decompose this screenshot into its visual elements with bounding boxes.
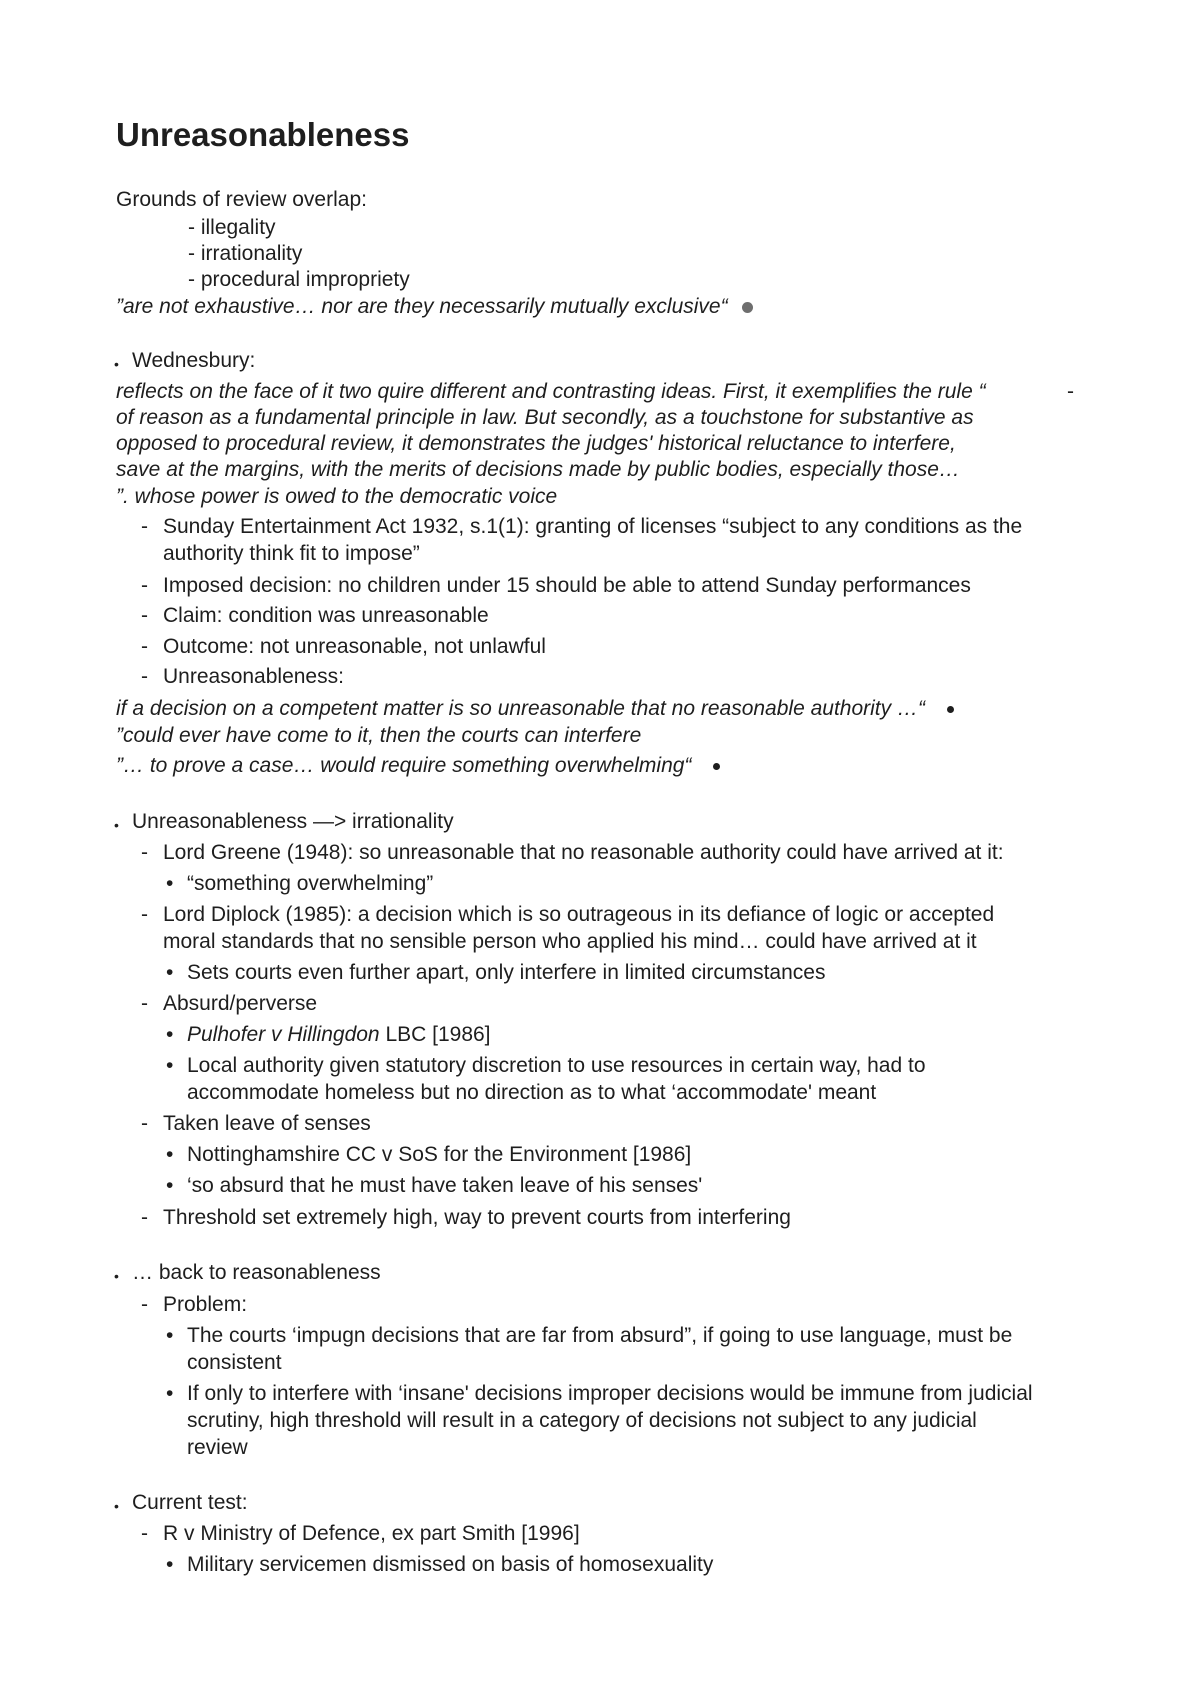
list-item: Problem: (163, 1293, 248, 1316)
bullet-icon: • (114, 817, 119, 833)
comment-marker-icon (713, 763, 720, 770)
list-item: Lord Greene (1948): so unreasonable that no reasonable authority could have arrived at it: (163, 841, 1004, 864)
bullet-icon: • (166, 1174, 174, 1197)
dash-icon: - (141, 635, 148, 658)
list-item: moral standards that no sensible person who applied his mind… could have arrived at it (163, 930, 977, 953)
list-item: R v Ministry of Defence, ex part Smith [1996] (163, 1522, 580, 1545)
bullet-icon: • (166, 1054, 174, 1077)
wednesbury-heading: Wednesbury: (132, 349, 256, 372)
dash-icon: - (141, 1293, 148, 1316)
quote-line: ”. whose power is owed to the democratic voice (116, 485, 558, 508)
list-item: Lord Diplock (1985): a decision which is so outrageous in its defiance of logic or accepted (163, 903, 995, 926)
test-line: ”could ever have come to it, then the courts can interfere (116, 724, 642, 747)
bullet-icon: • (114, 356, 119, 372)
bullet-icon: • (166, 872, 174, 895)
list-item: Unreasonableness: (163, 665, 344, 688)
grounds-heading: Grounds of review overlap: (116, 188, 367, 211)
bullet-icon: • (114, 1268, 119, 1284)
comment-marker-icon (947, 706, 954, 713)
dash-icon: - (141, 1522, 148, 1545)
bullet-icon: • (166, 1382, 174, 1405)
dash-icon: - (141, 903, 148, 926)
dash-icon: - (141, 992, 148, 1015)
comment-marker-icon (742, 302, 753, 313)
dash-icon: - (141, 574, 148, 597)
dash-icon: - (141, 1112, 148, 1135)
ground-item: - illegality (188, 216, 276, 239)
list-item: Outcome: not unreasonable, not unlawful (163, 635, 546, 658)
list-item: authority think fit to impose” (163, 542, 420, 565)
sub-item: Local authority given statutory discretion to use resources in certain way, had to (187, 1054, 926, 1077)
sub-item: review (187, 1436, 248, 1459)
bullet-icon: • (114, 1498, 119, 1514)
irrationality-heading: Unreasonableness —> irrationality (132, 810, 454, 833)
list-item: Threshold set extremely high, way to prevent courts from interfering (163, 1206, 791, 1229)
bullet-icon: • (166, 1553, 174, 1576)
bullet-icon: • (166, 1324, 174, 1347)
dash-icon: - (141, 841, 148, 864)
sub-item: The courts ‘impugn decisions that are far from absurd”, if going to use language, must be (187, 1324, 1013, 1347)
quote-line: reflects on the face of it two quire different and contrasting ideas. First, it exemplifies the rule “ (116, 380, 986, 403)
sub-item: scrutiny, high threshold will result in a category of decisions not subject to any judicial (187, 1409, 977, 1432)
quote-line: of reason as a fundamental principle in law. But secondly, as a touchstone for substantive as (116, 406, 974, 429)
test-line: ”… to prove a case… would require something overwhelming“ (116, 753, 720, 779)
back-heading: … back to reasonableness (132, 1261, 381, 1284)
dash-icon: - (141, 665, 148, 688)
list-item: Claim: condition was unreasonable (163, 604, 489, 627)
list-item: Absurd/perverse (163, 992, 318, 1015)
sub-item: accommodate homeless but no direction as to what ‘accommodate' meant (187, 1081, 877, 1104)
sub-item: consistent (187, 1351, 282, 1374)
sub-item: ‘so absurd that he must have taken leave of his senses' (187, 1174, 703, 1197)
sub-item: Sets courts even further apart, only interfere in limited circumstances (187, 961, 826, 984)
grounds-quote: ”are not exhaustive… nor are they necessarily mutually exclusive“ (116, 294, 753, 320)
dash-icon: - (141, 515, 148, 538)
dash-icon: - (141, 1206, 148, 1229)
list-item: Taken leave of senses (163, 1112, 371, 1135)
test-line: if a decision on a competent matter is so unreasonable that no reasonable authority …“ (116, 696, 954, 722)
sub-item: “something overwhelming” (187, 872, 434, 895)
list-item: Imposed decision: no children under 15 should be able to attend Sunday performances (163, 574, 971, 597)
dash-marker-icon: - (1067, 380, 1074, 403)
sub-item: Military servicemen dismissed on basis of homosexuality (187, 1553, 714, 1576)
list-item: Sunday Entertainment Act 1932, s.1(1): granting of licenses “subject to any conditions as the (163, 515, 1023, 538)
bullet-icon: • (166, 1023, 174, 1046)
ground-item: - irrationality (188, 242, 303, 265)
sub-item: Pulhofer v Hillingdon LBC [1986] (187, 1023, 491, 1046)
bullet-icon: • (166, 961, 174, 984)
page-title: Unreasonableness (116, 116, 410, 153)
bullet-icon: • (166, 1143, 174, 1166)
sub-item: Nottinghamshire CC v SoS for the Environment [1986] (187, 1143, 692, 1166)
quote-line: save at the margins, with the merits of decisions made by public bodies, especially those… (116, 458, 960, 481)
dash-icon: - (141, 604, 148, 627)
ground-item: - procedural impropriety (188, 268, 410, 291)
quote-line: opposed to procedural review, it demonstrates the judges' historical reluctance to interfere, (116, 432, 956, 455)
sub-item: If only to interfere with ‘insane' decisions improper decisions would be immune from judicial (187, 1382, 1033, 1405)
current-heading: Current test: (132, 1491, 248, 1514)
